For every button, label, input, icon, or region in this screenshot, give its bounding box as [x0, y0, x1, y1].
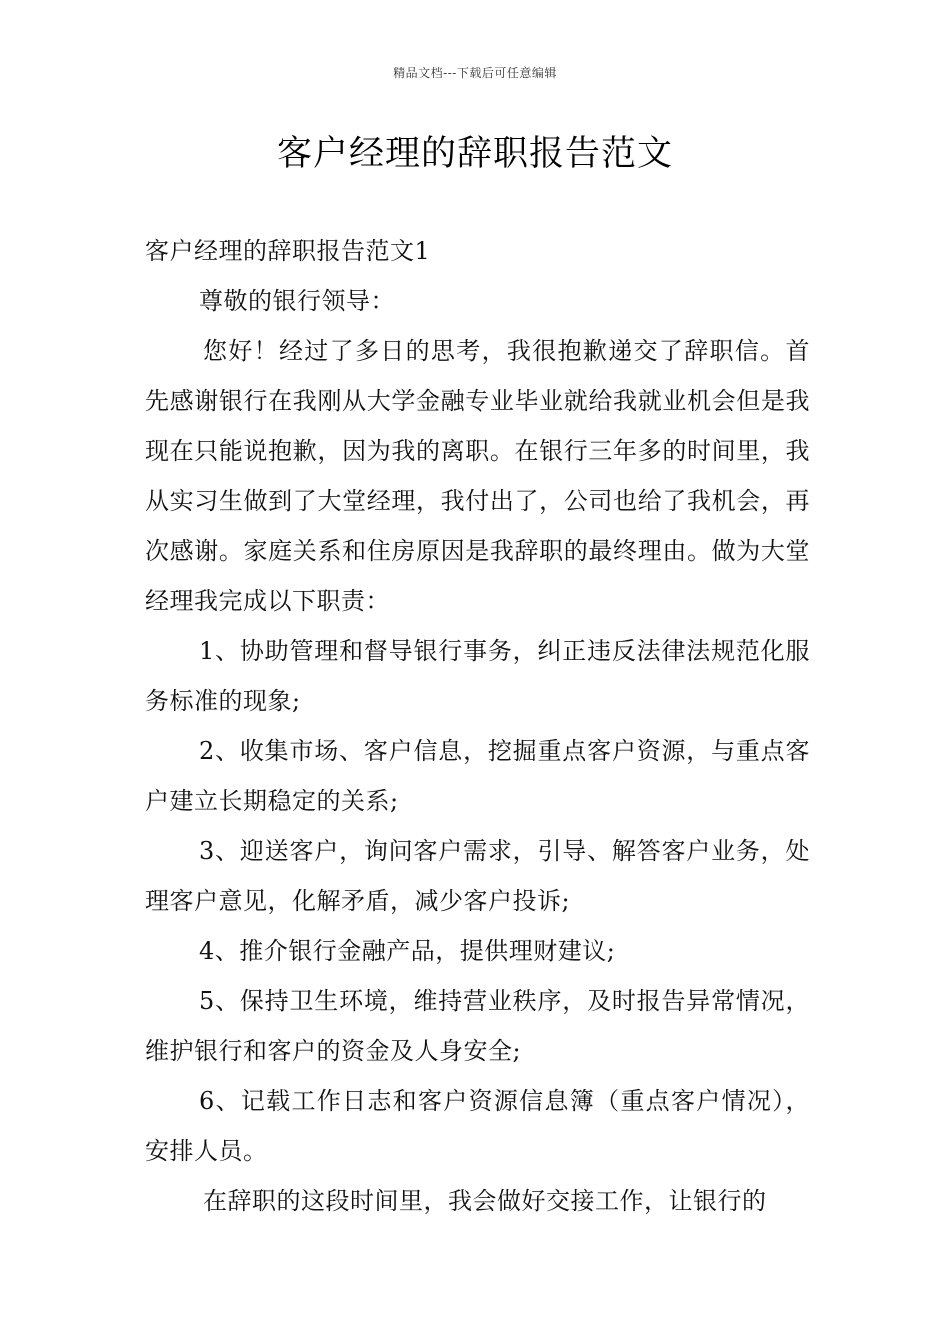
- section-heading: 客户经理的辞职报告范文1: [145, 237, 431, 265]
- salutation: 尊敬的银行领导：: [199, 287, 395, 315]
- paragraph-intro: 您好！经过了多日的思考，我很抱歉递交了辞职信。首先感谢银行在我刚从大学金融专业毕业就给我就业机会但是我现在只能说抱歉，因为我的离职。在银行三年多的时间里，我从实习生做到了大堂经理，我付出了，公司也给了我机会，再次感谢。家庭关系和住房原因是我辞职的最终理由。做为大堂经理我完成以下职责：: [145, 337, 810, 615]
- duty-item-2: 2、收集市场、客户信息，挖掘重点客户资源，与重点客户建立长期稳定的关系;: [145, 737, 810, 815]
- paragraph-closing: 在辞职的这段时间里，我会做好交接工作，让银行的: [203, 1187, 767, 1215]
- duty-item-3: 3、迎送客户，询问客户需求，引导、解答客户业务，处理客户意见，化解矛盾，减少客户投诉;: [145, 837, 810, 915]
- duty-item-6: 6、记载工作日志和客户资源信息簿（重点客户情况），安排人员。: [145, 1087, 810, 1165]
- duty-item-4: 4、推介银行金融产品，提供理财建议;: [199, 937, 616, 965]
- document-title: 客户经理的辞职报告范文: [276, 134, 673, 174]
- duty-item-1: 1、协助管理和督导银行事务，纠正违反法律法规范化服务标准的现象;: [145, 637, 810, 715]
- header-note: 精品文档---下载后可任意编辑: [393, 66, 557, 80]
- duty-item-5: 5、保持卫生环境，维持营业秩序，及时报告异常情况，维护银行和客户的资金及人身安全;: [145, 987, 810, 1065]
- document-body: [145, 226, 810, 1226]
